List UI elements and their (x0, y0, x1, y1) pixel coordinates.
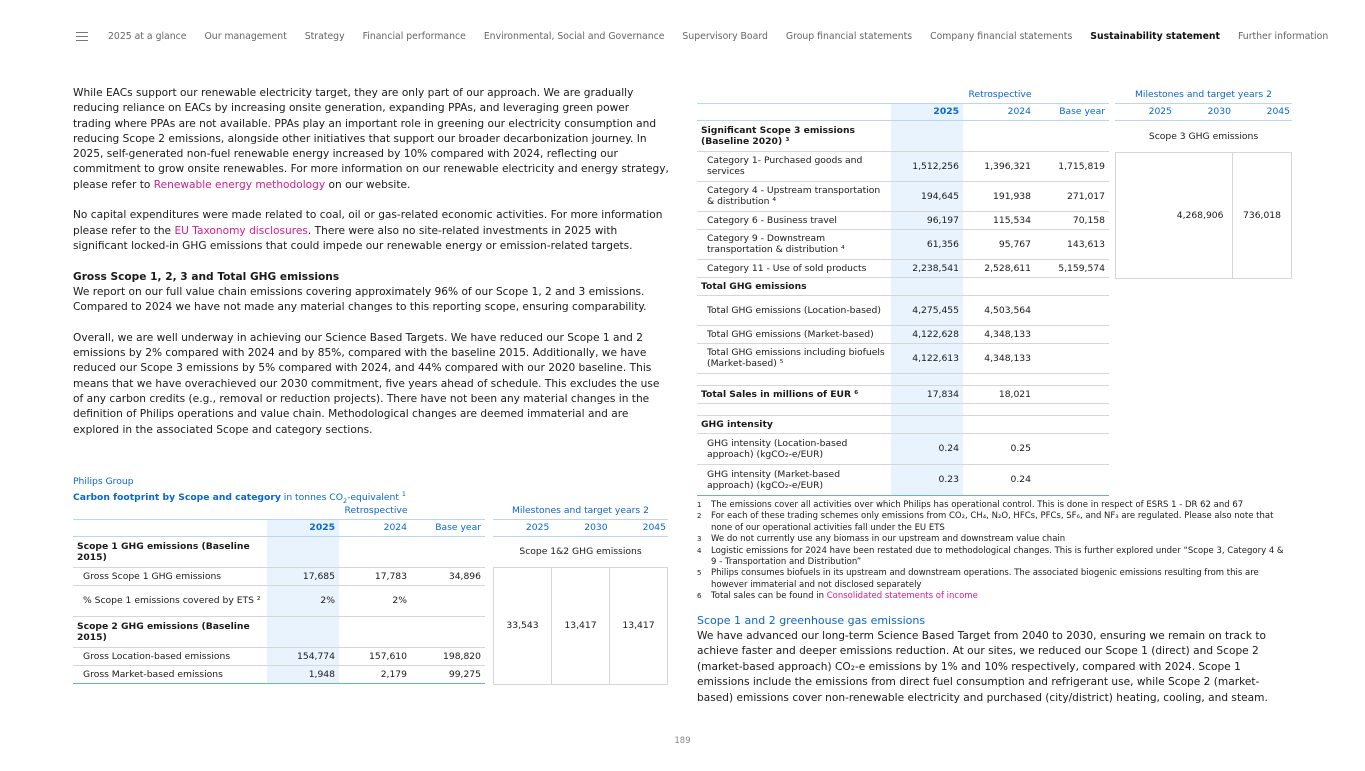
cell-2024: 4,503,564 (963, 295, 1035, 325)
cell-2024: 1,396,321 (963, 151, 1035, 181)
year-2024-header: 2024 (339, 519, 411, 536)
nav-item-8[interactable]: Sustainability statement (1090, 31, 1220, 42)
footnote-number: 6 (697, 592, 702, 601)
page-number: 189 (674, 736, 691, 746)
cell-2024: 0.24 (963, 464, 1035, 495)
cell-2024 (963, 120, 1035, 151)
footnote-number: 5 (697, 569, 702, 578)
cell-label: Scope 2 GHG emissions (Baseline 2015) (73, 616, 267, 647)
cell-2024: 4,348,133 (963, 343, 1035, 373)
table-row (697, 385, 1109, 403)
table-row (73, 567, 485, 585)
cell-label: Gross Scope 1 GHG emissions (73, 567, 267, 585)
eu-taxonomy-link[interactable]: EU Taxonomy disclosures (174, 224, 308, 237)
footnote-text: Total sales can be found in Consolidated statements of income (711, 591, 978, 602)
paragraph-targets: Overall, we are well underway in achieving our Science Based Targets. We have reduced our Scope 1 and 2 emissions by 2% compared with 2024 and by 85%, compared with the baseline 2015. Additionally, we have reduced our Scope 3 emissions by 5% compared with 2024, and 44% compared with our 2020 baseline. This means that we have overachieved our 2030 commitment, five years ahead of schedule. This excludes the use of any carbon credits (e.g., removal or reduction projects). There have not been any material changes in the definition of Philips operations and value chain. Methodological changes are deemed immaterial and are explored in the associated Scope and category sections. (73, 331, 660, 436)
table-row (73, 665, 485, 683)
scope-3-ms-label: Scope 3 GHG emissions (1148, 130, 1259, 142)
ms3-2045-value: 736,018 (1243, 209, 1281, 221)
paragraph-scope: We report on our full value chain emissions covering approximately 96% of our Scope 1, 2 and 3 emissions. Compared to 2024 we have not made any material changes to this reporting scope, ensuring comparability. (73, 285, 647, 314)
cell-base (1035, 373, 1109, 385)
cell-2024: 2,528,611 (963, 259, 1035, 277)
table-row (697, 415, 1109, 433)
footnote (697, 511, 1291, 534)
cell-base: 70,158 (1035, 211, 1109, 229)
paragraph-renewable: While EACs support our renewable electricity target, they are only part of our approach. We are gradually reducing reliance on EACs by increasing onsite generation, expanding PPAs, and leveraging green power trading where PPAs are not available. PPAs play an important role in greening our electricity consumption and reducing Scope 2 emissions, alongside other initiatives that support our broader decarbonization journey. In 2025, self-generated non-fuel renewable energy increased by 10% compared with 2024, reflecting our commitment to grow onsite renewables. For more information on our renewable electricity and energy strategy, please refer to Renewable energy methodology on our website. (73, 87, 669, 191)
cell-base (1035, 464, 1109, 495)
paragraph-capex: No capital expenditures were made related to coal, oil or gas-related economic activities. For more information please refer to the EU Taxonomy disclosures. There were also no site-related investments in 2025 with significant locked-in GHG emissions that could impede our renewable energy or emission-related targets. (73, 209, 663, 252)
cell-label: Category 9 - Downstream transportation & distribution ⁴ (697, 229, 891, 259)
scope-1-2-ms-label: Scope 1&2 GHG emissions (493, 537, 668, 568)
year-2024-header-2: 2024 (963, 103, 1035, 120)
cell-label: Total GHG emissions (Location-based) (697, 295, 891, 325)
cell-2024 (963, 277, 1035, 295)
milestone-2045-header: 2045 (610, 519, 668, 536)
cell-base (1035, 433, 1109, 464)
caption-group: Philips Group (73, 476, 134, 487)
cell-2025: 17,834 (891, 385, 963, 403)
table-row (697, 433, 1109, 464)
base-year-header: Base year (411, 519, 485, 536)
cell-label: GHG intensity (Market-based approach) (kgCO₂-e/EUR) (697, 464, 891, 495)
year-2025-header: 2025 (267, 519, 339, 536)
cell-base (411, 616, 485, 647)
cell-2025 (891, 373, 963, 385)
milestones-header-table (493, 503, 668, 537)
footnote-text: We do not currently use any biomass in our upstream and downstream value chain (711, 534, 1066, 545)
nav-item-0[interactable]: 2025 at a glance (108, 31, 187, 42)
table-row (697, 343, 1109, 373)
cell-2025: 1,948 (267, 665, 339, 683)
cell-base (1035, 277, 1109, 295)
cell-2025: 154,774 (267, 647, 339, 665)
ms-2030-value: 13,417 (552, 568, 610, 684)
table-row (73, 647, 485, 665)
nav-bar (108, 31, 1328, 42)
cell-label: Total GHG emissions (Market-based) (697, 325, 891, 343)
cell-label: Category 1- Purchased goods and services (697, 151, 891, 181)
cell-2024: 18,021 (963, 385, 1035, 403)
cell-base: 34,896 (411, 567, 485, 585)
cell-2024 (339, 536, 411, 567)
cell-base (1035, 295, 1109, 325)
milestone-2030-header: 2030 (551, 519, 609, 536)
caption-title-line: Carbon footprint by Scope and category in tonnes $CO_2$-equivalent $^1$ (73, 490, 407, 505)
table-row (697, 151, 1109, 181)
cell-2025 (267, 536, 339, 567)
footnote-number: 1 (697, 501, 702, 509)
scope-1-2-ms-values (493, 568, 668, 685)
renewable-energy-methodology-link[interactable]: Renewable energy methodology (153, 178, 326, 191)
cell-label: Total GHG emissions including biofuels (Market-based) ⁵ (697, 343, 891, 373)
footnote-number: 4 (697, 546, 702, 555)
cell-2024: 2,179 (339, 665, 411, 683)
cell-2025: 4,122,613 (891, 343, 963, 373)
cell-base (1035, 120, 1109, 151)
cell-label: Total GHG emissions (697, 277, 891, 295)
footnote (697, 568, 1291, 591)
footnote-number: 3 (697, 535, 702, 544)
cell-label: Category 6 - Business travel (697, 211, 891, 229)
cell-2024 (963, 403, 1035, 415)
cell-label: GHG intensity (Location-based approach) (kgCO₂-e/EUR) (697, 433, 891, 464)
year-2025-header-2: 2025 (891, 103, 963, 120)
cell-2024: 17,783 (339, 567, 411, 585)
nav-item-1[interactable]: Our management (204, 31, 287, 42)
cell-base (411, 536, 485, 567)
table-row (697, 211, 1109, 229)
cell-base (1035, 325, 1109, 343)
table-row (697, 259, 1109, 277)
cell-2024: 157,610 (339, 647, 411, 665)
scope-1-2-section-heading: Scope 1 and 2 greenhouse gas emissions (697, 614, 926, 627)
scope-3-retrospective-table (697, 87, 1109, 496)
table-row (73, 536, 485, 567)
ms3-2030-value: 4,268,906 (1168, 153, 1233, 278)
cell-2025: 0.23 (891, 464, 963, 495)
cell-base: 5,159,574 (1035, 259, 1109, 277)
cell-label: Significant Scope 3 emissions (Baseline 2020) ³ (697, 120, 891, 151)
retrospective-header-2: Retrospective (891, 87, 1109, 103)
table-row (697, 403, 1109, 415)
scope-1-2-milestones (493, 503, 668, 685)
cell-base: 198,820 (411, 647, 485, 665)
cell-label (697, 403, 891, 415)
scope-1-2-retrospective-table (73, 503, 485, 684)
table-row (697, 120, 1109, 151)
cell-base (1035, 403, 1109, 415)
nav-item-7[interactable]: Company financial statements (930, 31, 1073, 42)
nav-item-3[interactable]: Financial performance (362, 31, 466, 42)
footnote (697, 546, 1291, 569)
cell-2025: 194,645 (891, 181, 963, 211)
cell-label: Category 4 - Upstream transportation & distribution ⁴ (697, 181, 891, 211)
cell-base: 143,613 (1035, 229, 1109, 259)
scope-1-2-section-body: We have advanced our long-term Science Based Target from 2040 to 2030, ensuring we remain on track to achieve faster and deeper emissions reduction. At our sites, we reduced our Scope 1 (direct) and Scope 2 (market-based approach) CO₂-e emissions by 1% and 10% respectively, compared with 2024. Scope 1 emissions include the emissions from direct fuel consumption and refrigerant use, while Scope 2 (market-based) emissions cover non-renewable electricity and purchased (city/district) heating, cooling, and steam. (697, 630, 1268, 704)
cell-label (697, 373, 891, 385)
table-row (697, 295, 1109, 325)
footnote-text: The emissions cover all activities over which Philips has operational control. This is done in respect of ESRS 1 - DR 62 and 67 (711, 500, 1244, 510)
section-heading-gross-emissions: Gross Scope 1, 2, 3 and Total GHG emissions (73, 270, 340, 283)
footnote-text: Logistic emissions for 2024 have been restated due to methodological changes. This is further explored under “Scope 3, Category 4 & 9 - Transportation and Distribution” (711, 545, 1284, 568)
cell-label: Total Sales in millions of EUR ⁶ (697, 385, 891, 403)
ms-2045-value: 13,417 (622, 620, 655, 631)
table-row (697, 181, 1109, 211)
nav-item-4[interactable]: Environmental, Social and Governance (483, 31, 665, 42)
footnote-text: Philips consumes biofuels in its upstream and downstream operations. The associated biogenic emissions resulting from this are however immaterial and not disclosed separately (711, 568, 1259, 590)
scope-3-table (697, 87, 1109, 496)
table-row (73, 585, 485, 616)
cell-2024 (963, 373, 1035, 385)
table-row (697, 277, 1109, 295)
cell-2025: 4,275,455 (891, 295, 963, 325)
cell-2025: 1,512,256 (891, 151, 963, 181)
base-year-header-2: Base year (1035, 103, 1109, 120)
cell-label: Gross Location-based emissions (73, 647, 267, 665)
cell-2024: 191,938 (963, 181, 1035, 211)
milestone-2025-header: 2025 (493, 519, 551, 536)
scope-1-2-table (73, 503, 485, 684)
cell-2025: 2% (267, 585, 339, 616)
cell-2024: 95,767 (963, 229, 1035, 259)
scope-3-ms-values (1115, 152, 1292, 279)
hamburger-menu-icon[interactable] (76, 32, 88, 42)
cell-label: Scope 1 GHG emissions (Baseline 2015) (73, 536, 267, 567)
nav-item-2[interactable]: Strategy (304, 31, 345, 42)
cell-2024 (339, 616, 411, 647)
nav-item-5[interactable]: Supervisory Board (682, 31, 768, 42)
nav-item-9[interactable]: Further information (1237, 31, 1329, 42)
table-row (697, 373, 1109, 385)
cell-2025: 0.24 (891, 433, 963, 464)
footnote (697, 534, 1291, 545)
cell-base (1035, 415, 1109, 433)
cell-2025: 4,122,628 (891, 325, 963, 343)
table-row (697, 325, 1109, 343)
nav-item-6[interactable]: Group financial statements (785, 31, 913, 42)
cell-base (411, 585, 485, 616)
footnote-number: 2 (697, 512, 702, 521)
cell-2024: 2% (339, 585, 411, 616)
cell-2024: 0.25 (963, 433, 1035, 464)
cell-2025: 17,685 (267, 567, 339, 585)
cell-2025 (891, 415, 963, 433)
table-row (73, 616, 485, 647)
milestones-header-2: Milestones and target years 2 (1115, 87, 1292, 103)
cell-label: Gross Market-based emissions (73, 665, 267, 683)
footnotes (697, 500, 1291, 603)
cell-2025 (891, 403, 963, 415)
cell-2025 (891, 120, 963, 151)
scope-3-milestones: Milestones and target years 2 2025 2030 2045 Scope 3 GHG emissions 4,268,906 736,018 (1115, 87, 1292, 279)
consolidated-statements-link[interactable]: Consolidated statements of income (826, 591, 978, 602)
footnote-text: For each of these trading schemes only emissions from CO₂, CH₄, N₂O, HFCs, PFCs, SF₆, and NF₃ are regulated. Please also note that none of our operational activities fall under the EU ETS (711, 511, 1274, 533)
cell-2025 (267, 616, 339, 647)
cell-label: % Scope 1 emissions covered by ETS ² (73, 585, 267, 616)
retrospective-header: Retrospective (267, 503, 485, 519)
table-row (697, 464, 1109, 495)
header-row-years (73, 519, 485, 536)
cell-base (1035, 385, 1109, 403)
cell-2024 (963, 415, 1035, 433)
milestones-header: Milestones and target years 2 (493, 503, 668, 519)
cell-base (1035, 343, 1109, 373)
cell-2025: 96,197 (891, 211, 963, 229)
cell-base: 1,715,819 (1035, 151, 1109, 181)
left-column (73, 86, 669, 438)
cell-base: 99,275 (411, 665, 485, 683)
cell-base: 271,017 (1035, 181, 1109, 211)
cell-2025 (891, 277, 963, 295)
header-row-retro (73, 503, 485, 519)
footnote (697, 500, 1291, 511)
table-row (697, 229, 1109, 259)
ms-2025-value: 33,543 (494, 568, 552, 684)
cell-2025: 2,238,541 (891, 259, 963, 277)
cell-2024: 4,348,133 (963, 325, 1035, 343)
footnote (697, 591, 1291, 602)
cell-label: GHG intensity (697, 415, 891, 433)
cell-2025: 61,356 (891, 229, 963, 259)
cell-2024: 115,534 (963, 211, 1035, 229)
cell-label: Category 11 - Use of sold products (697, 259, 891, 277)
top-navigation (0, 0, 1365, 74)
